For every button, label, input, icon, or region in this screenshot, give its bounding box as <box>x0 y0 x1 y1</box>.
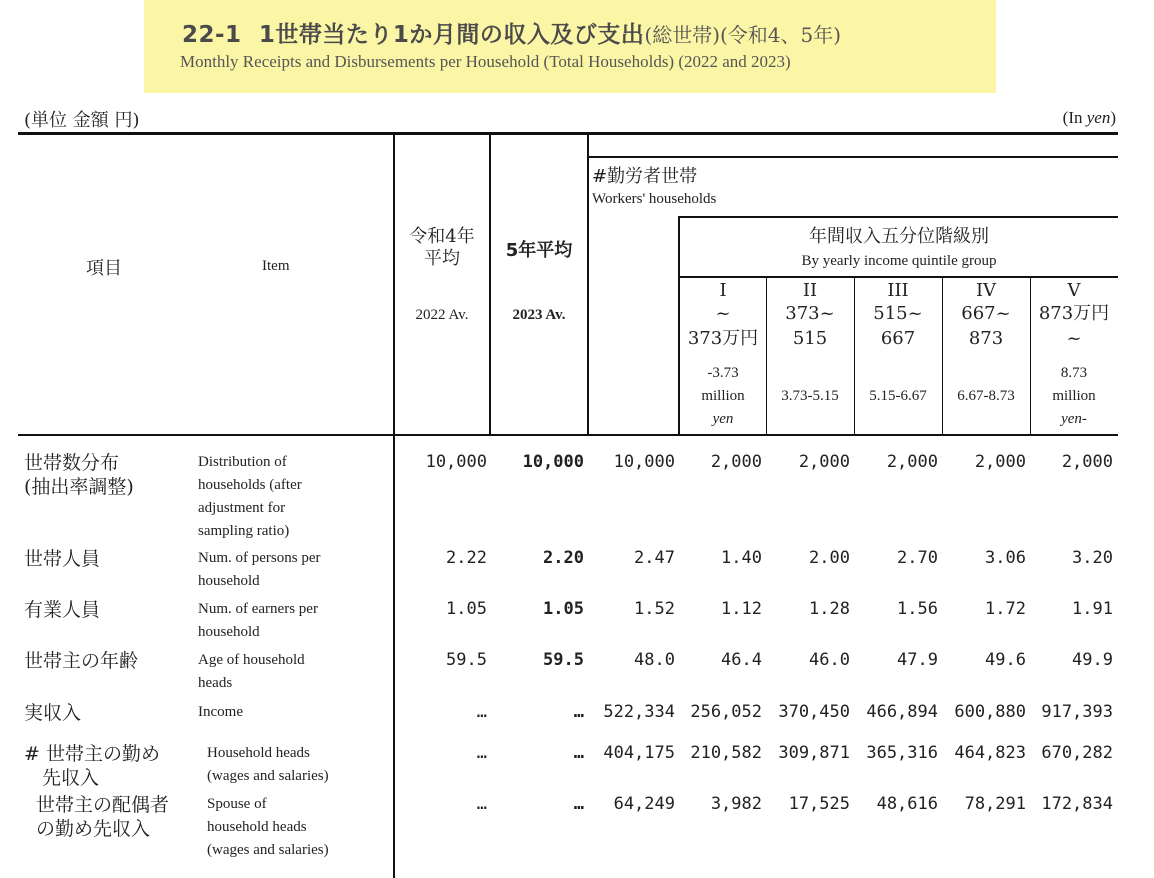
row-label-en-line: (wages and salaries) <box>207 842 329 858</box>
row-label-en <box>207 742 329 788</box>
quintile-l2: 373万円 <box>687 328 759 349</box>
cell-value: 59.5 <box>446 650 487 670</box>
cell-value: 10,000 <box>522 452 584 472</box>
cell-value: … <box>476 794 487 814</box>
cell-value: 2.20 <box>543 548 584 568</box>
quintile-l2: 515 <box>792 328 828 349</box>
quintile-l1: 873万円 <box>1038 303 1110 324</box>
row-label-en-line: Household heads <box>207 745 310 761</box>
cell-value: 64,249 <box>613 794 675 814</box>
cell-value: 48.0 <box>634 650 675 670</box>
quintile-header-2 <box>767 278 853 434</box>
row-label-en <box>207 793 329 862</box>
row-label-en <box>198 701 243 724</box>
cell-value: 600,880 <box>954 702 1026 722</box>
unit-label: (単位 金額 円) <box>24 110 140 131</box>
row-label-jp-line: 実収入 <box>24 702 82 724</box>
row-label-jp <box>24 451 134 499</box>
quintile-roman: II <box>802 280 818 301</box>
cell-value: 2.00 <box>809 548 850 568</box>
header-r4-jp-line2: 平均 <box>424 248 460 269</box>
cell-value: 256,052 <box>690 702 762 722</box>
row-label-en <box>198 649 305 695</box>
header-quintile-en: By yearly income quintile group <box>801 253 997 269</box>
quintile-range-line: 8.73 <box>1060 365 1088 381</box>
cell-value: 466,894 <box>866 702 938 722</box>
cell-value: 2,000 <box>798 452 850 472</box>
quintile-range-line <box>855 362 941 385</box>
row-label-en-line: Num. of persons per <box>198 550 321 566</box>
quintile-range-line: 5.15-6.67 <box>869 388 927 404</box>
row-label-en-line: adjustment for <box>198 500 286 516</box>
quintile-range-line: yen- <box>1061 411 1087 427</box>
quintile-top-rule <box>678 216 1118 218</box>
row-label-jp-line: 世帯主の配偶者 <box>36 794 170 816</box>
cell-value: 3,982 <box>710 794 762 814</box>
row-label-jp-line: 世帯数分布 <box>24 452 120 474</box>
quintile-l2: ~ <box>1066 328 1082 349</box>
header-quintile-jp: 年間収入五分位階級別 <box>809 226 989 247</box>
quintile-l1: 373~ <box>785 303 835 324</box>
quintile-range-en <box>767 362 853 431</box>
row-label-jp-line: (抽出率調整) <box>24 476 134 498</box>
header-item-jp: 項目 <box>86 258 122 279</box>
cell-value: 2.22 <box>446 548 487 568</box>
header-r4-jp-line1: 令和4年 <box>409 226 475 247</box>
quintile-range-line <box>767 408 853 431</box>
header-workers-en: Workers' households <box>592 191 717 207</box>
cell-value: 47.9 <box>897 650 938 670</box>
page-title <box>182 16 841 49</box>
quintile-range-line: -3.73 <box>707 365 739 381</box>
cell-value: … <box>573 743 584 763</box>
quintile-range-en <box>855 362 941 431</box>
unit-label-english <box>1063 108 1116 128</box>
unit-prefix: (In <box>1062 108 1087 127</box>
cell-value: 464,823 <box>954 743 1026 763</box>
cell-value: 2.70 <box>897 548 938 568</box>
page-title-english: Monthly Receipts and Disbursements per Household (Total Households) (2022 and 2023) <box>180 52 791 71</box>
table-number: 22-1 <box>182 22 242 48</box>
col-divider-workers <box>587 134 589 436</box>
cell-value: 370,450 <box>778 702 850 722</box>
cell-value: 49.6 <box>985 650 1026 670</box>
cell-value: 3.20 <box>1072 548 1113 568</box>
cell-value: 46.4 <box>721 650 762 670</box>
row-label-en-line: Income <box>198 704 243 720</box>
cell-value: 48,616 <box>876 794 938 814</box>
row-label-en-line: household heads <box>207 819 307 835</box>
header-r5-jp: 5年平均 <box>505 240 573 261</box>
unit-italic: yen <box>1086 108 1111 127</box>
quintile-range-line: 3.73-5.15 <box>781 388 839 404</box>
cell-value: 365,316 <box>866 743 938 763</box>
cell-value: 17,525 <box>788 794 850 814</box>
quintile-range-line: yen <box>712 411 734 427</box>
quintile-range-line: 6.67-8.73 <box>957 388 1015 404</box>
cell-value: 1.72 <box>985 599 1026 619</box>
quintile-l1: ~ <box>715 303 731 324</box>
quintile-header-5 <box>1031 278 1117 434</box>
cell-value: 2,000 <box>974 452 1026 472</box>
row-label-jp-line: の勤め先収入 <box>36 818 151 840</box>
quintile-header-3 <box>855 278 941 434</box>
workers-top-rule <box>588 156 1118 158</box>
row-label-jp <box>24 649 138 673</box>
quintile-range-line: million <box>1052 388 1096 404</box>
cell-value: 2,000 <box>1061 452 1113 472</box>
header-r4-en: 2022 Av. <box>415 307 469 323</box>
quintile-roman: I <box>719 280 727 301</box>
cell-value: 917,393 <box>1041 702 1113 722</box>
row-label-jp-line: # 世帯主の勤め <box>24 743 160 765</box>
row-label-en-line: heads <box>198 675 233 691</box>
row-label-en-line: households (after <box>198 477 302 493</box>
row-label-en-line: household <box>198 573 260 589</box>
quintile-range-line <box>943 362 1029 385</box>
cell-value: … <box>476 702 487 722</box>
cell-value: 1.40 <box>721 548 762 568</box>
table-top-rule <box>18 132 1118 135</box>
cell-value: 1.91 <box>1072 599 1113 619</box>
row-label-jp <box>36 793 169 841</box>
cell-value: 522,334 <box>603 702 675 722</box>
row-label-jp <box>24 547 100 571</box>
col-divider-r5 <box>489 134 491 436</box>
cell-value: 404,175 <box>603 743 675 763</box>
cell-value: 309,871 <box>778 743 850 763</box>
row-label-en-line: Num. of earners per <box>198 601 318 617</box>
quintile-range-en <box>943 362 1029 431</box>
row-label-en-line: sampling ratio) <box>198 523 290 539</box>
quintile-l1: 667~ <box>961 303 1011 324</box>
row-label-jp <box>24 742 160 790</box>
row-label-en <box>198 598 318 644</box>
cell-value: 10,000 <box>425 452 487 472</box>
cell-value: 46.0 <box>809 650 850 670</box>
cell-value: 2,000 <box>710 452 762 472</box>
row-label-en-line: Distribution of <box>198 454 287 470</box>
cell-value: 1.12 <box>721 599 762 619</box>
cell-value: … <box>573 702 584 722</box>
row-label-jp-line: 世帯主の年齢 <box>24 650 139 672</box>
header-workers-jp: #勤労者世帯 <box>592 166 698 187</box>
header-r5-en: 2023 Av. <box>512 307 566 323</box>
quintile-range-line <box>767 362 853 385</box>
cell-value: 10,000 <box>613 452 675 472</box>
row-label-en <box>198 451 302 543</box>
quintile-range-en <box>1031 362 1117 431</box>
cell-value: 1.05 <box>543 599 584 619</box>
quintile-header-1 <box>680 278 766 434</box>
title-main-text: 1世帯当たり1か月間の収入及び支出 <box>258 22 645 48</box>
quintile-roman: IV <box>975 280 997 301</box>
cell-value: 1.52 <box>634 599 675 619</box>
row-label-en-line: Spouse of <box>207 796 267 812</box>
cell-value: 3.06 <box>985 548 1026 568</box>
header-item-en: Item <box>262 258 290 274</box>
quintile-range-line: million <box>701 388 745 404</box>
quintile-l2: 667 <box>880 328 916 349</box>
cell-value: 78,291 <box>964 794 1026 814</box>
cell-value: … <box>573 794 584 814</box>
quintile-range-en <box>680 362 766 431</box>
row-label-jp <box>24 598 100 622</box>
cell-value: 210,582 <box>690 743 762 763</box>
cell-value: 670,282 <box>1041 743 1113 763</box>
row-label-jp-line: 世帯人員 <box>24 548 101 570</box>
header-r4-jp <box>395 226 489 270</box>
cell-value: 2.47 <box>634 548 675 568</box>
cell-value: 1.05 <box>446 599 487 619</box>
row-label-en-line: (wages and salaries) <box>207 768 329 784</box>
quintile-l2: 873 <box>968 328 1004 349</box>
cell-value: 172,834 <box>1041 794 1113 814</box>
cell-value: 59.5 <box>543 650 584 670</box>
cell-value: 2,000 <box>886 452 938 472</box>
header-bottom-rule <box>18 434 1118 436</box>
title-banner <box>144 0 996 93</box>
cell-value: 1.56 <box>897 599 938 619</box>
quintile-roman: V <box>1067 280 1081 301</box>
row-label-en <box>198 547 320 593</box>
quintile-range-line <box>855 408 941 431</box>
quintile-l1: 515~ <box>873 303 923 324</box>
row-label-en-line: Age of household <box>198 652 305 668</box>
cell-value: … <box>476 743 487 763</box>
row-label-en-line: household <box>198 624 260 640</box>
quintile-range-line <box>943 408 1029 431</box>
title-qualifier: (総世帯)(令和4、5年) <box>644 23 842 47</box>
quintile-roman: III <box>887 280 909 301</box>
row-label-jp-line: 先収入 <box>42 767 100 789</box>
unit-suffix: ) <box>1110 108 1116 127</box>
cell-value: 49.9 <box>1072 650 1113 670</box>
cell-value: 1.28 <box>809 599 850 619</box>
row-label-jp-line: 有業人員 <box>24 599 101 621</box>
row-label-jp <box>24 701 81 725</box>
quintile-header-4 <box>943 278 1029 434</box>
